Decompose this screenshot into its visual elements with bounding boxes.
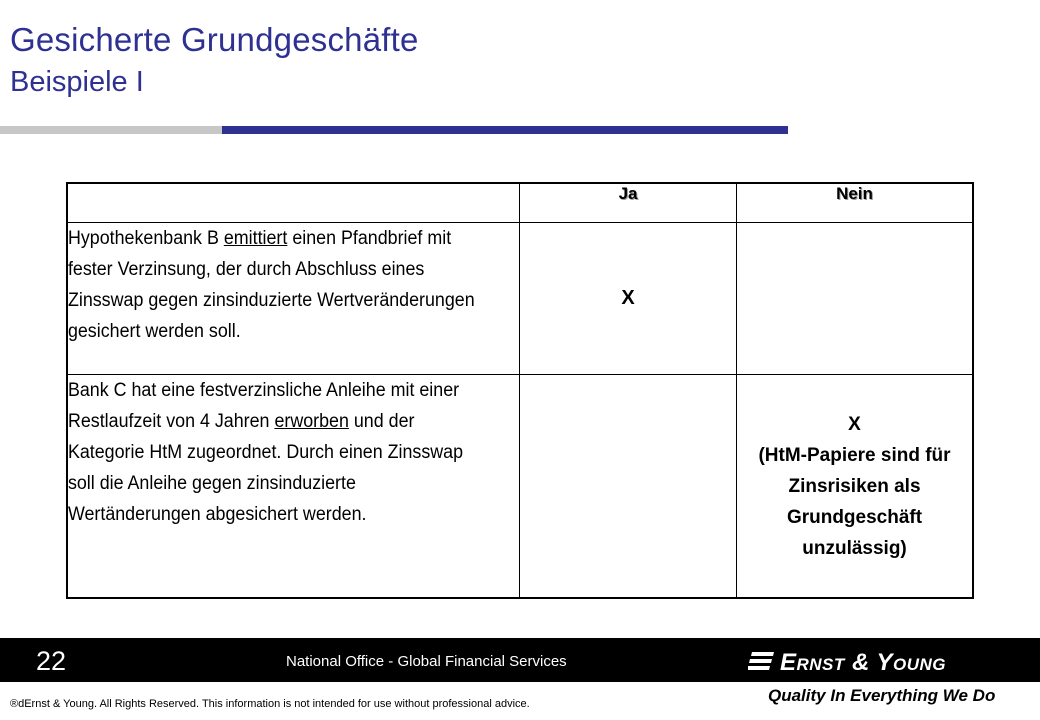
table-row bbox=[67, 375, 973, 599]
row-1-text-a: Hypothekenbank B bbox=[67, 228, 224, 249]
row-2-ja bbox=[520, 375, 737, 599]
header-cell-nein: Nein bbox=[737, 183, 973, 223]
row-2-nein-note: (HtM-Papiere sind für Zinsrisiken als Grundgeschäft unzulässig) bbox=[758, 444, 951, 559]
slide-subtitle: Beispiele I bbox=[10, 66, 144, 98]
table-row bbox=[67, 223, 973, 375]
header-cell-ja: Ja bbox=[520, 183, 737, 223]
title-rule-blue bbox=[222, 126, 788, 134]
slide-title: Gesicherte Grundgeschäfte bbox=[10, 21, 419, 58]
row-1-description bbox=[67, 223, 492, 375]
row-1-ja: X bbox=[520, 223, 737, 375]
office-label: National Office - Global Financial Services bbox=[286, 653, 567, 670]
ernst-young-logo bbox=[748, 650, 946, 676]
row-1-underlined-word: emittiert bbox=[223, 228, 288, 249]
table-header-row bbox=[67, 183, 973, 223]
copyright-notice: ®dErnst & Young. All Rights Reserved. This information is not intended for use without professional advice. bbox=[10, 698, 530, 710]
row-1-text-b: einen Pfandbrief mit fester Verzinsung, der durch Abschluss eines Zinsswap gegen zinsinduzierte Wertveränderungen gesichert werden soll. bbox=[67, 228, 475, 342]
ey-bars-icon bbox=[748, 650, 774, 677]
title-rule-gray bbox=[0, 126, 222, 134]
logo-wordmark: Ernst & Young bbox=[780, 649, 947, 676]
header-cell-empty bbox=[67, 183, 520, 223]
row-2-nein-mark: X bbox=[848, 413, 861, 435]
examples-table bbox=[66, 182, 974, 599]
row-2-description bbox=[67, 375, 492, 599]
row-2-nein bbox=[737, 375, 973, 599]
tagline: Quality In Everything We Do bbox=[768, 686, 996, 705]
row-1-nein bbox=[737, 223, 973, 375]
row-2-text-a: Bank C hat eine festverzinsliche Anleihe mit einer Restlaufzeit von 4 Jahren bbox=[67, 380, 460, 432]
row-2-underlined-word: erworben bbox=[274, 411, 349, 432]
row-2-text-b: und der Kategorie HtM zugeordnet. Durch einen Zinsswap soll die Anleihe gegen zinsinduzierte Wertänderungen abgesichert werden. bbox=[67, 411, 464, 525]
page-number: 22 bbox=[36, 646, 67, 676]
